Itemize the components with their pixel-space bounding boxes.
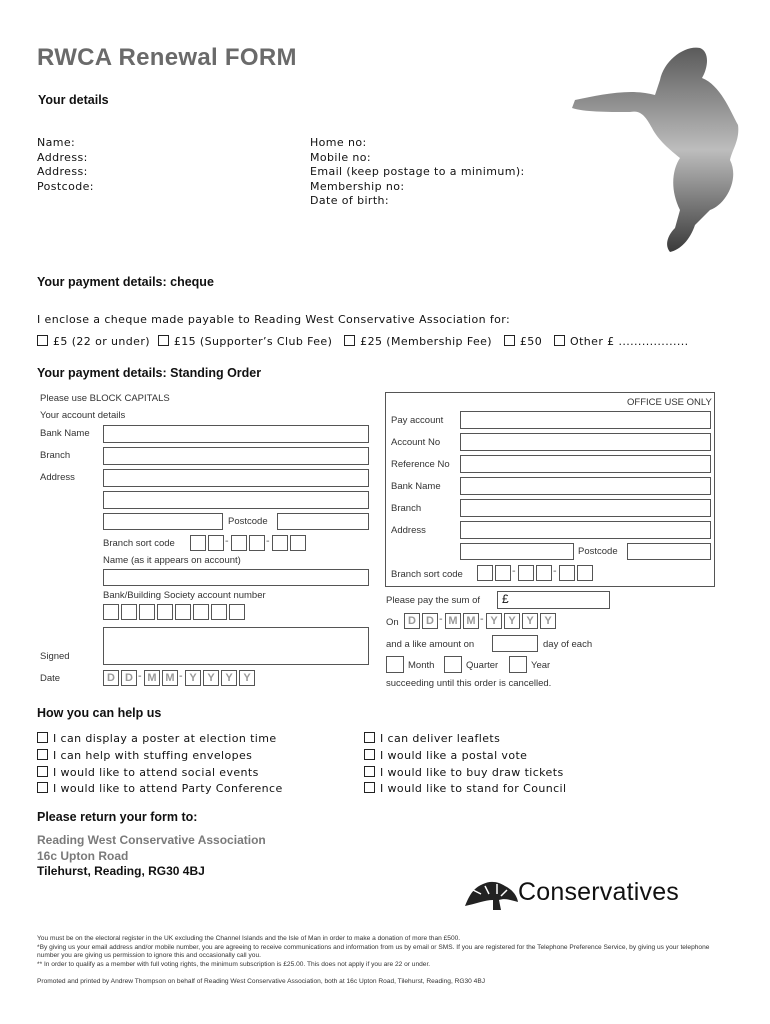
address-label: Address — [40, 472, 75, 483]
account-number-label: Bank/Building Society account number — [103, 590, 266, 601]
address-input-1[interactable] — [103, 469, 369, 487]
digit-cell[interactable] — [559, 565, 575, 581]
quarter-label: Quarter — [466, 660, 499, 671]
digit-cell[interactable]: M — [445, 613, 461, 629]
help-option-conference[interactable]: I would like to attend Party Conference — [37, 781, 283, 798]
digit-cell[interactable] — [190, 535, 206, 551]
digit-cell[interactable]: D — [103, 670, 119, 686]
cheque-option-50[interactable]: £50 — [504, 335, 542, 348]
digit-cell[interactable] — [211, 604, 227, 620]
checkbox-icon[interactable] — [364, 732, 375, 743]
digit-cell[interactable] — [139, 604, 155, 620]
standing-order-heading: Your payment details: Standing Order — [37, 366, 262, 380]
office-bank-name-input[interactable] — [460, 477, 711, 495]
help-option-draw-tickets[interactable]: I would like to buy draw tickets — [364, 765, 566, 782]
digit-cell[interactable]: D — [422, 613, 438, 629]
separator-dash: - — [179, 671, 183, 682]
return-heading: Please return your form to: — [37, 810, 198, 824]
cheque-option-25[interactable]: £25 (Membership Fee) — [344, 335, 492, 348]
digit-cell[interactable] — [290, 535, 306, 551]
sort-code-label: Branch sort code — [103, 538, 175, 549]
digit-cell[interactable]: Y — [540, 613, 556, 629]
checkbox-icon[interactable] — [364, 782, 375, 793]
on-label: On — [386, 617, 399, 628]
digit-cell[interactable]: Y — [221, 670, 237, 686]
pay-account-input[interactable] — [460, 411, 711, 429]
cheque-option-5[interactable]: £5 (22 or under) — [37, 335, 150, 348]
digit-cell[interactable]: Y — [203, 670, 219, 686]
address-field-2[interactable]: Address: — [37, 165, 88, 178]
separator-dash: - — [480, 614, 484, 625]
digit-cell[interactable] — [229, 604, 245, 620]
checkbox-icon[interactable] — [37, 335, 48, 346]
office-branch-label: Branch — [391, 503, 422, 514]
digit-cell[interactable]: M — [463, 613, 479, 629]
cheque-heading: Your payment details: cheque — [37, 275, 214, 289]
bank-name-input[interactable] — [103, 425, 369, 443]
branch-label: Branch — [40, 450, 71, 461]
return-address-line1: Reading West Conservative Association — [37, 833, 266, 847]
block-capitals-note: Please use BLOCK CAPITALS — [40, 393, 170, 404]
checkbox-icon[interactable] — [504, 335, 515, 346]
separator-dash: - — [225, 536, 229, 547]
checkbox-icon[interactable] — [37, 732, 48, 743]
footer-line2: *By giving us your email address and/or mobile number, you are agreeing to receive communications and information from us by email or SMS. If you are registered for the Telephone Preference Service, by giving us your telephone number you are giving us permission to ignore this and occasionally call you. — [37, 943, 710, 960]
digit-cell[interactable] — [231, 535, 247, 551]
footer-line3: ** In order to qualify as a member with full voting rights, the minimum subscription is £25.00. This does not apply if you are 22 or under. — [37, 960, 431, 968]
digit-cell[interactable]: Y — [185, 670, 201, 686]
email-field[interactable]: Email (keep postage to a minimum): — [310, 165, 525, 178]
like-amount-label: and a like amount on — [386, 639, 475, 650]
office-address-input-2[interactable] — [460, 543, 574, 560]
account-no-label: Account No — [391, 437, 441, 448]
date-of-birth-field[interactable]: Date of birth: — [310, 194, 390, 207]
help-option-leaflets[interactable]: I can deliver leaflets — [364, 731, 566, 748]
jumping-figure-image — [560, 40, 760, 255]
digit-cell[interactable] — [175, 604, 191, 620]
digit-cell[interactable] — [103, 604, 119, 620]
digit-cell[interactable] — [518, 565, 534, 581]
digit-cell[interactable]: Y — [239, 670, 255, 686]
cheque-option-other[interactable]: Other £ .................. — [554, 335, 689, 348]
day-of-each-label: day of each — [543, 639, 593, 650]
checkbox-icon[interactable] — [158, 335, 169, 346]
page-title: RWCA Renewal FORM — [37, 44, 297, 71]
tree-logo-icon — [463, 876, 521, 912]
cheque-option-15[interactable]: £15 (Supporter’s Club Fee) — [158, 335, 332, 348]
account-details-label: Your account details — [40, 410, 126, 421]
membership-no-field[interactable]: Membership no: — [310, 179, 405, 193]
mobile-no-field[interactable]: Mobile no: — [310, 150, 371, 164]
office-bank-name-label: Bank Name — [391, 481, 441, 492]
checkbox-icon[interactable] — [554, 335, 565, 346]
address-input-2[interactable] — [103, 491, 369, 509]
footer-line1: You must be on the electoral register in the UK excluding the Channel Islands and the Isle of Man in order to make a donation of more than £500. — [37, 935, 461, 942]
postcode-input[interactable] — [277, 513, 369, 530]
return-address-line3: Tilehurst, Reading, RG30 4BJ — [37, 864, 205, 878]
month-checkbox[interactable] — [386, 656, 404, 673]
separator-dash: - — [553, 566, 557, 577]
checkbox-icon[interactable] — [364, 766, 375, 777]
succeeding-note: succeeding until this order is cancelled. — [386, 678, 552, 689]
separator-dash: - — [439, 614, 443, 625]
pay-sum-label: Please pay the sum of — [386, 595, 480, 606]
help-option-postal-vote[interactable]: I would like a postal vote — [364, 748, 566, 765]
reference-no-input[interactable] — [460, 455, 711, 473]
day-of-month-input[interactable] — [492, 635, 538, 652]
promoted-by: Promoted and printed by Andrew Thompson on behalf of Reading West Conservative Association, both at 16c Upton Road, Tilehurst, Reading, RG30 4BJ — [37, 978, 486, 985]
bank-name-label: Bank Name — [40, 428, 90, 439]
digit-cell[interactable]: Y — [504, 613, 520, 629]
office-address-label: Address — [391, 525, 426, 536]
help-option-poster[interactable]: I can display a poster at election time — [37, 731, 283, 748]
conservatives-logo-text: Conservatives — [518, 878, 679, 906]
address-input-3[interactable] — [103, 513, 223, 530]
digit-cell[interactable] — [208, 535, 224, 551]
help-option-social[interactable]: I would like to attend social events — [37, 765, 283, 782]
account-no-input[interactable] — [460, 433, 711, 451]
month-label: Month — [408, 660, 435, 671]
reference-no-label: Reference No — [391, 459, 450, 470]
account-name-label: Name (as it appears on account) — [103, 555, 241, 566]
digit-cell[interactable]: D — [404, 613, 420, 629]
digit-cell[interactable] — [577, 565, 593, 581]
help-option-council[interactable]: I would like to stand for Council — [364, 781, 566, 798]
checkbox-icon[interactable] — [37, 782, 48, 793]
digit-cell[interactable]: M — [144, 670, 160, 686]
separator-dash: - — [266, 536, 270, 547]
digit-cell[interactable] — [121, 604, 137, 620]
postcode-label: Postcode — [228, 516, 268, 527]
address-field-1[interactable]: Address: — [37, 150, 88, 164]
pay-sum-input[interactable]: £ — [497, 591, 610, 609]
digit-cell[interactable]: D — [121, 670, 137, 686]
checkbox-icon[interactable] — [37, 749, 48, 760]
office-use-title: OFFICE USE ONLY — [627, 397, 712, 408]
year-checkbox[interactable] — [509, 656, 527, 673]
office-branch-input[interactable] — [460, 499, 711, 517]
checkbox-icon[interactable] — [344, 335, 355, 346]
checkbox-icon[interactable] — [364, 749, 375, 760]
pay-account-label: Pay account — [391, 415, 444, 426]
signed-label: Signed — [40, 651, 70, 662]
digit-cell[interactable] — [495, 565, 511, 581]
quarter-checkbox[interactable] — [444, 656, 462, 673]
separator-dash: - — [512, 566, 516, 577]
office-address-input[interactable] — [460, 521, 711, 539]
digit-cell[interactable] — [536, 565, 552, 581]
help-option-envelopes[interactable]: I can help with stuffing envelopes — [37, 748, 283, 765]
branch-input[interactable] — [103, 447, 369, 465]
home-no-field[interactable]: Home no: — [310, 136, 367, 149]
cheque-intro: I enclose a cheque made payable to Reading West Conservative Association for: — [37, 313, 511, 326]
postcode-field[interactable]: Postcode: — [37, 179, 94, 193]
digit-cell[interactable] — [249, 535, 265, 551]
digit-cell[interactable] — [477, 565, 493, 581]
help-heading: How you can help us — [37, 706, 162, 720]
checkbox-icon[interactable] — [37, 766, 48, 777]
separator-dash: - — [138, 671, 142, 682]
office-postcode-label: Postcode — [578, 546, 618, 557]
office-sort-code-label: Branch sort code — [391, 569, 463, 580]
digit-cell[interactable] — [193, 604, 209, 620]
name-field[interactable]: Name: — [37, 136, 76, 149]
return-address-line2: 16c Upton Road — [37, 848, 129, 863]
digit-cell[interactable]: Y — [522, 613, 538, 629]
digit-cell[interactable] — [272, 535, 288, 551]
office-postcode-input[interactable] — [627, 543, 711, 560]
digit-cell[interactable] — [157, 604, 173, 620]
details-heading: Your details — [38, 93, 109, 107]
year-label: Year — [531, 660, 551, 671]
account-name-input[interactable] — [103, 569, 369, 586]
signature-input[interactable] — [103, 627, 369, 665]
digit-cell[interactable]: M — [162, 670, 178, 686]
digit-cell[interactable]: Y — [486, 613, 502, 629]
date-label: Date — [40, 673, 61, 684]
